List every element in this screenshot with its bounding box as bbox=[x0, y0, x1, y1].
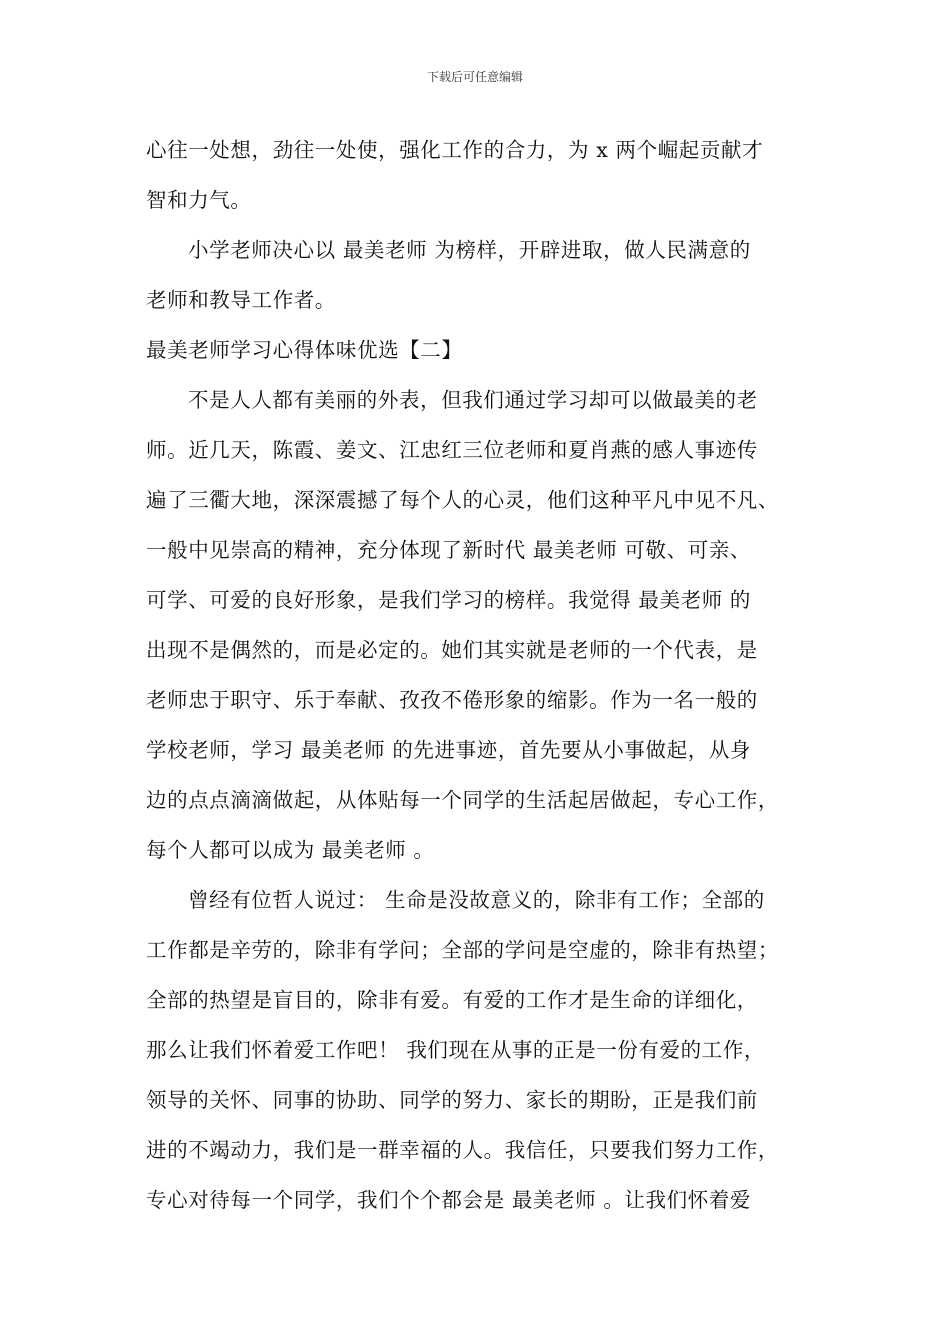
text-line: 进的不竭动力，我们是一群幸福的人。我信任，只要我们努力工作， bbox=[146, 1138, 779, 1162]
text-line: 遍了三衢大地，深深震撼了每个人的心灵，他们这种平凡中见不凡、 bbox=[146, 488, 779, 512]
text-line: 工作都是辛劳的，除非有学问；全部的学问是空虚的，除非有热望； bbox=[146, 938, 779, 962]
text-line: 师。近几天，陈霞、姜文、江忠红三位老师和夏肖燕的感人事迹传 bbox=[146, 438, 758, 462]
text-line: 不是人人都有美丽的外表，但我们通过学习却可以做最美的老 bbox=[188, 388, 758, 412]
text-line: 小学老师决心以 最美老师 为榜样，开辟进取，做人民满意的 bbox=[188, 238, 751, 262]
text-line: 学校老师，学习 最美老师 的先进事迹，首先要从小事做起，从身 bbox=[146, 738, 752, 762]
text-line: 一般中见崇高的精神，充分体现了新时代 最美老师 可敬、可亲、 bbox=[146, 538, 752, 562]
text-line: 全部的热望是盲目的，除非有爱。有爱的工作才是生命的详细化， bbox=[146, 988, 758, 1012]
text-line: 领导的关怀、同事的协助、同学的努力、家长的期盼，正是我们前 bbox=[146, 1088, 758, 1112]
text-line: 老师忠于职守、乐于奉献、孜孜不倦形象的缩影。作为一名一般的 bbox=[146, 688, 758, 712]
text-line: 每个人都可以成为 最美老师 。 bbox=[146, 838, 435, 862]
text-line: 边的点点滴滴做起，从体贴每一个同学的生活起居做起，专心工作， bbox=[146, 788, 779, 812]
text-line: 心往一处想，劲往一处使，强化工作的合力，为 x 两个崛起贡献才 bbox=[146, 138, 764, 162]
text-line: 曾经有位哲人说过： 生命是没故意义的，除非有工作；全部的 bbox=[188, 888, 765, 912]
text-line: 可学、可爱的良好形象，是我们学习的榜样。我觉得 最美老师 的 bbox=[146, 588, 752, 612]
page-header: 下载后可任意编辑 bbox=[426, 70, 523, 84]
text-line: 出现不是偶然的，而是必定的。她们其实就是老师的一个代表，是 bbox=[146, 638, 758, 662]
text-line: 那么让我们怀着爱工作吧！ 我们现在从事的正是一份有爱的工作， bbox=[146, 1038, 766, 1062]
text-line: 专心对待每一个同学，我们个个都会是 最美老师 。让我们怀着爱 bbox=[146, 1188, 752, 1212]
text-line: 智和力气。 bbox=[146, 188, 252, 212]
text-line: 老师和教导工作者。 bbox=[146, 288, 336, 312]
section-heading: 最美老师学习心得体味优选【二】 bbox=[146, 338, 463, 362]
